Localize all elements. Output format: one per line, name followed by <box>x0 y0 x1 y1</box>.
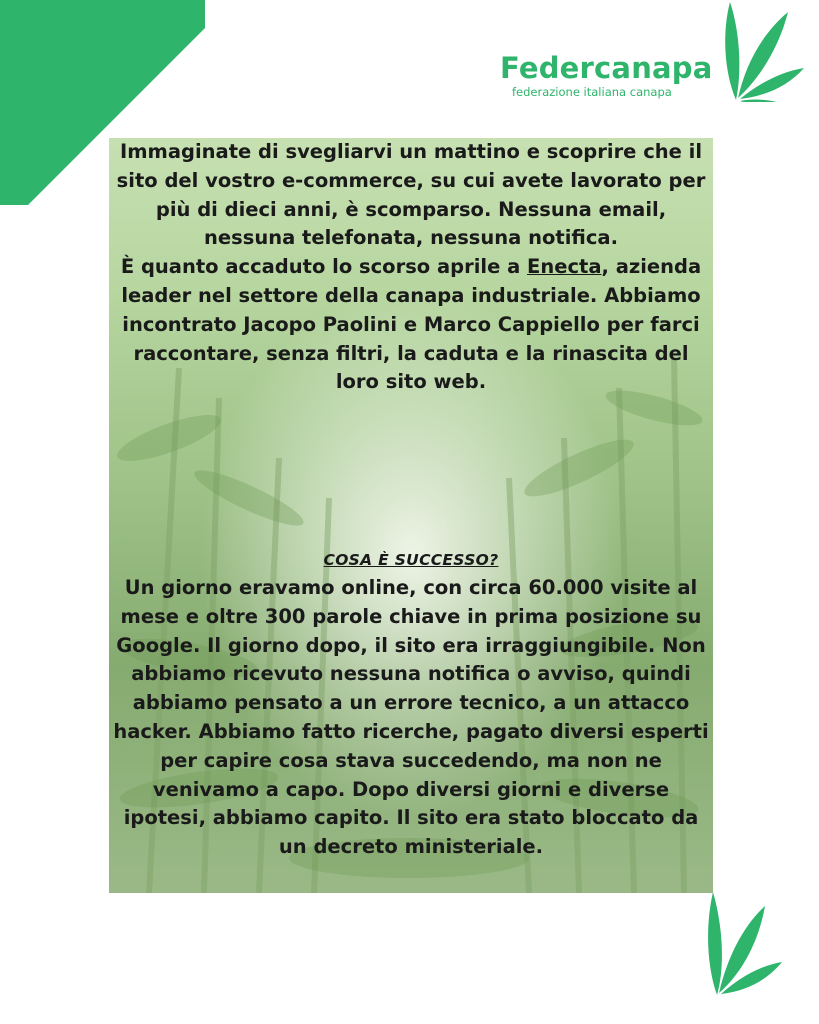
brand-logo <box>500 52 720 99</box>
intro-line-1: Immaginate di svegliarvi un mattino e scoprire che il sito del vostro e-commerce, su cui avete lavorato per più di dieci anni, è scomparso. Nessuna email, nessuna telefonata, nessuna notifica. <box>116 140 706 250</box>
intro-text-after-link: , azienda leader nel settore della canapa industriale. Abbiamo incontrato Jacopo Paolini e Marco Cappiello per farci raccontare, senza filtri, la caduta e la rinascita del loro sito web. <box>121 255 702 394</box>
intro-text-before-link: È quanto accaduto lo scorso aprile a <box>120 255 528 279</box>
section-body: Un giorno eravamo online, con circa 60.000 visite al mese e oltre 300 parole chiave in prima posizione su Google. Il giorno dopo, il sito era irraggiungibile. Non abbiamo ricevuto nessuna notifica o avviso, quindi abbiamo pensato a un errore tecnico, a un attacco hacker. Abbiamo fatto ricerche, pagato diversi esperti per capire cosa stava succedendo, ma non ne venivamo a capo. Dopo diversi giorni e diverse ipotesi, abbiamo capito. Il sito era stato bloccato da un decreto ministeriale. <box>113 576 709 859</box>
intro-paragraph <box>109 138 713 397</box>
section-heading: COSA È SUCCESSO? <box>323 551 499 569</box>
enecta-link[interactable]: Enecta <box>527 255 602 279</box>
cannabis-leaf-icon <box>722 2 804 102</box>
intro-line-2 <box>109 253 713 397</box>
content-panel <box>109 138 713 893</box>
brand-name: Federcanapa <box>500 51 713 85</box>
brand-tagline: federazione italiana canapa <box>512 85 672 99</box>
cannabis-leaf-icon <box>707 892 782 997</box>
section-what-happened <box>109 546 713 862</box>
